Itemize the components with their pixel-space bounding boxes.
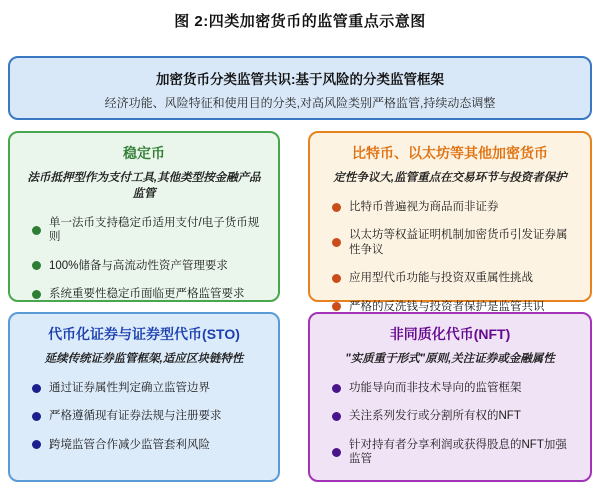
- bullet-dot-icon: [332, 203, 341, 212]
- bullet-text: 通过证券属性判定确立监管边界: [49, 382, 210, 394]
- bullet-dot-icon: [32, 261, 41, 270]
- list-item: [32, 438, 266, 452]
- category-subtitle-btc-eth: 定性争议大,监管重点在交易环节与投资者保护: [333, 172, 567, 184]
- bullet-dot-icon: [32, 412, 41, 421]
- list-item: [32, 259, 266, 273]
- list-item: [332, 228, 578, 257]
- figure-title: 图 2:四类加密货币的监管重点示意图: [174, 13, 426, 30]
- category-box-btc-eth: [308, 131, 592, 313]
- bullet-dot-icon: [332, 412, 341, 421]
- bullet-dot-icon: [32, 290, 41, 299]
- list-item: [32, 287, 266, 301]
- category-subtitle-nft: "实质重于形式"原则,关注证券或金融属性: [345, 353, 555, 365]
- consensus-subtitle: 经济功能、风险特征和使用目的分类,对高风险类别严格监管,持续动态调整: [104, 96, 496, 110]
- category-box-sto: [8, 312, 280, 482]
- bullet-dot-icon: [32, 384, 41, 393]
- category-subtitle-stablecoin: 法币抵押型作为支付工具,其他类型按金融产品监管: [27, 172, 261, 200]
- bullet-text: 关注系列发行或分割所有权的NFT: [349, 410, 521, 423]
- bullet-text: 严格遵循现有证券法规与注册要求: [49, 410, 222, 423]
- category-subtitle-sto: 延续传统证券监管框架,适应区块链特性: [44, 353, 244, 365]
- category-title-btc-eth: 比特币、以太坊等其他加密货币: [352, 145, 548, 161]
- bullet-text: 100%储备与高流动性资产管理要求: [49, 259, 228, 272]
- consensus-title: 加密货币分类监管共识:基于风险的分类监管框架: [156, 72, 444, 87]
- bullet-text: 严格的反洗钱与投资者保护是监管共识: [349, 300, 545, 313]
- bullet-dot-icon: [32, 440, 41, 449]
- bullet-list-sto: [22, 381, 266, 452]
- list-item: [332, 271, 578, 285]
- bullet-list-btc-eth: [322, 200, 578, 314]
- consensus-box: [8, 56, 592, 120]
- category-grid: [8, 131, 592, 482]
- list-item: [32, 381, 266, 395]
- bullet-text: 功能导向而非技术导向的监管框架: [349, 382, 522, 394]
- category-box-nft: [308, 312, 592, 482]
- category-box-stablecoin: [8, 131, 280, 302]
- category-title-sto: 代币化证券与证券型代币(STO): [48, 326, 240, 342]
- bullet-text: 跨境监管合作减少监管套利风险: [49, 438, 210, 451]
- bullet-text: 系统重要性稳定币面临更严格监管要求: [49, 288, 245, 301]
- list-item: [332, 438, 578, 467]
- bullet-list-nft: [322, 381, 578, 467]
- category-title-nft: 非同质化代币(NFT): [389, 326, 511, 342]
- bullet-dot-icon: [332, 238, 341, 247]
- bullet-dot-icon: [332, 302, 341, 311]
- list-item: [32, 216, 266, 245]
- bullet-text: 应用型代币功能与投资双重属性挑战: [349, 272, 533, 285]
- bullet-dot-icon: [332, 274, 341, 283]
- category-title-stablecoin: 稳定币: [123, 145, 165, 161]
- list-item: [332, 381, 578, 395]
- bullet-text: 比特币普遍视为商品而非证券: [349, 201, 499, 213]
- bullet-text: 针对持有者分享利润或获得股息的NFT加强监管: [349, 438, 567, 466]
- bullet-text: 单一法币支持稳定币适用支付/电子货币规则: [49, 217, 260, 244]
- bullet-dot-icon: [32, 226, 41, 235]
- list-item: [32, 409, 266, 423]
- bullet-dot-icon: [332, 384, 341, 393]
- bullet-text: 以太坊等权益证明机制加密货币引发证券属性争议: [349, 229, 568, 256]
- list-item: [332, 409, 578, 423]
- list-item: [332, 200, 578, 214]
- bullet-dot-icon: [332, 448, 341, 457]
